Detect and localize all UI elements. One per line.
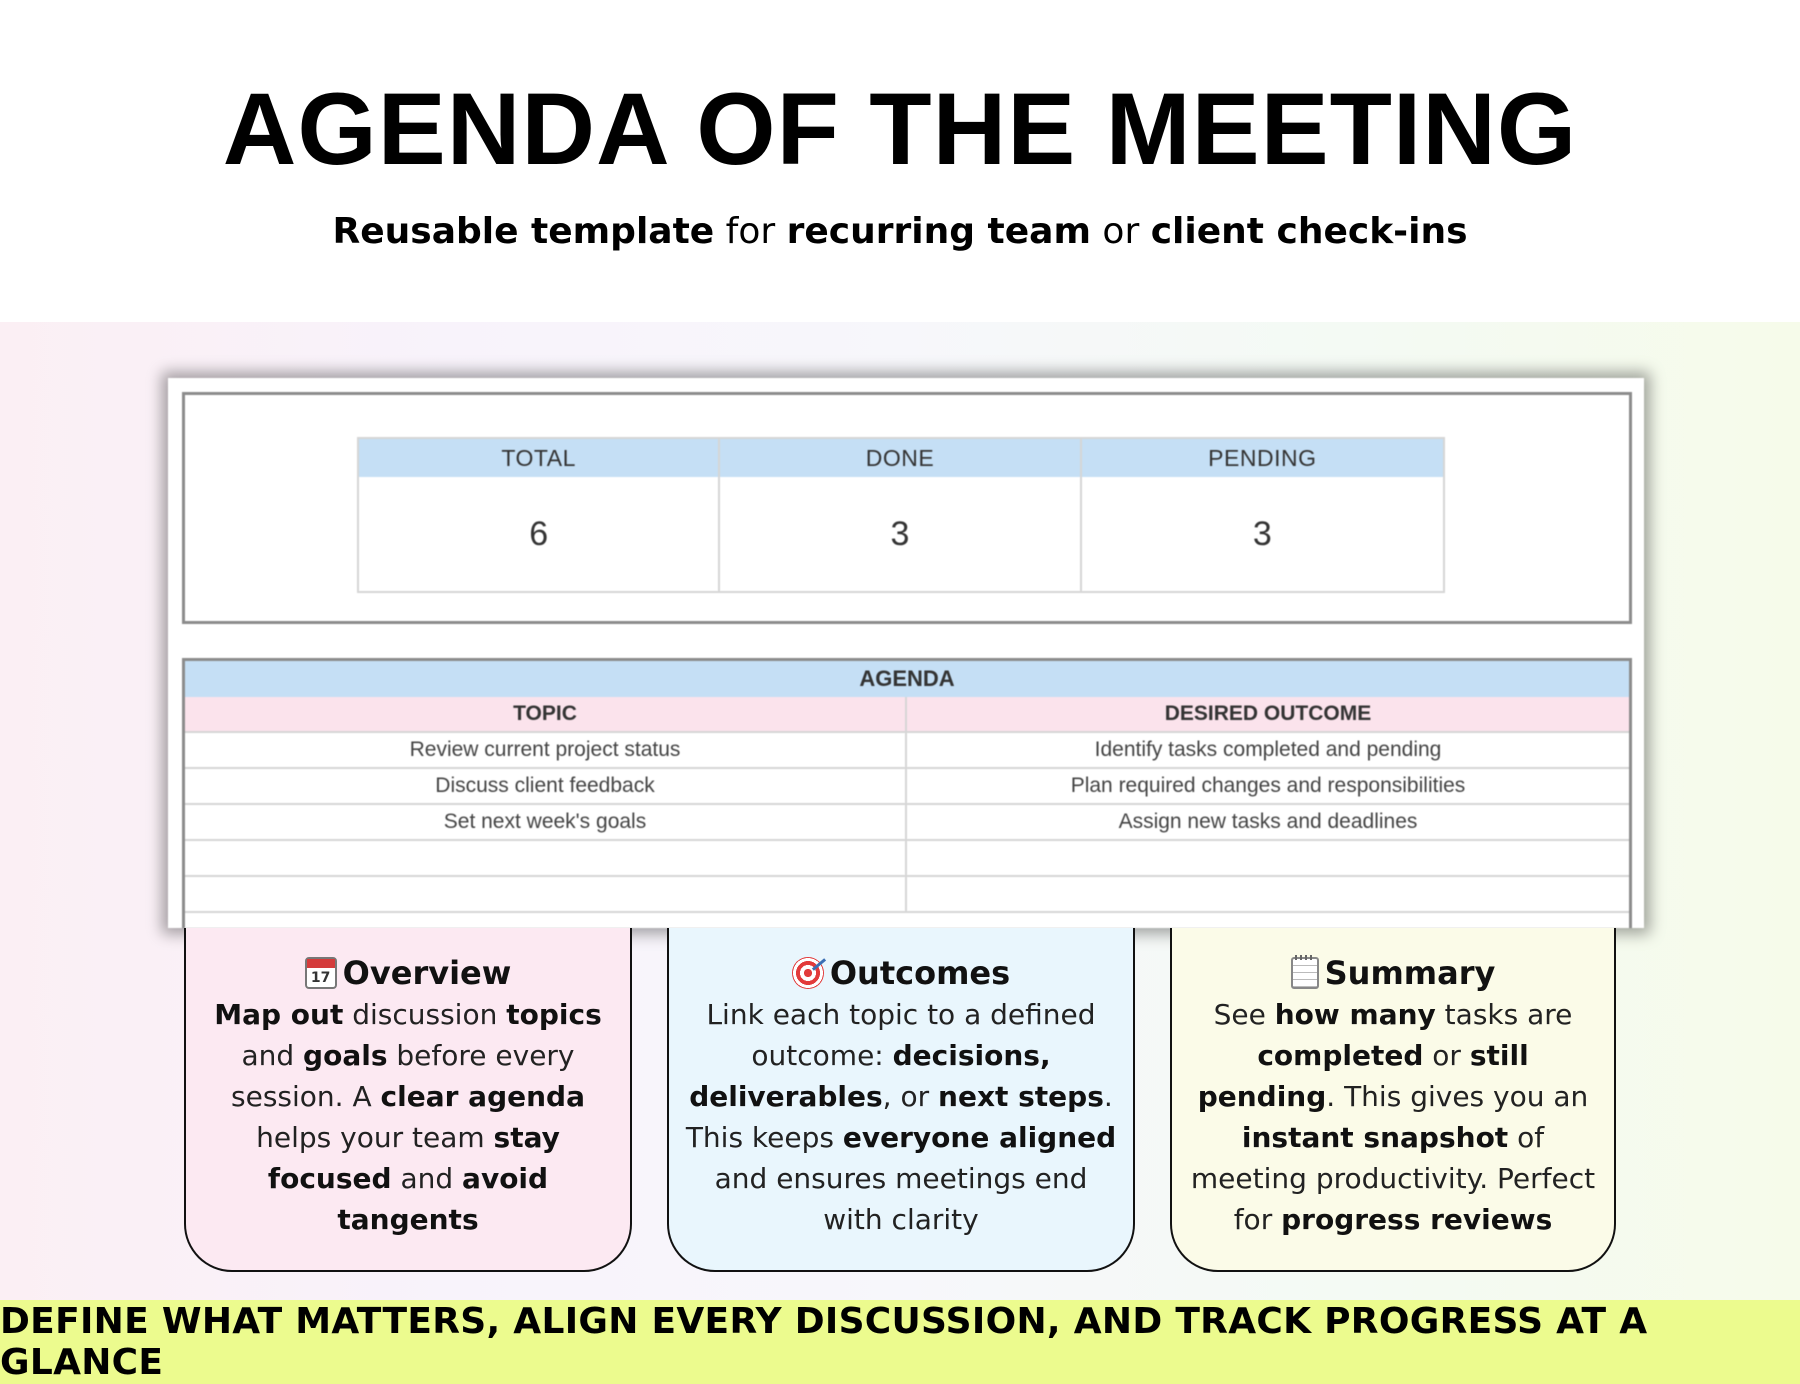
agenda-table	[182, 658, 1632, 928]
stat-done-value: 3	[890, 514, 910, 553]
topic-cell[interactable]	[185, 877, 907, 911]
topic-cell[interactable]	[185, 841, 907, 875]
summary-text-2: tasks are	[1435, 998, 1573, 1031]
outcome-cell[interactable]: Assign new tasks and deadlines	[1118, 810, 1418, 833]
stat-total-value: 6	[529, 514, 549, 553]
agenda-heading: AGENDA	[185, 661, 1629, 697]
overview-bold-2: topics	[506, 998, 602, 1031]
table-row	[185, 841, 1629, 877]
overview-bold-1: Map out	[214, 998, 344, 1031]
outcomes-card	[667, 928, 1135, 1272]
stat-done	[720, 439, 1081, 591]
table-row	[185, 805, 1629, 841]
overview-bold-5: stay focused	[267, 1121, 560, 1195]
table-row	[185, 733, 1629, 769]
summary-text-4: . This gives you an	[1326, 1080, 1589, 1113]
subtitle-bold-2: recurring team	[786, 211, 1091, 252]
table-row	[185, 769, 1629, 805]
agenda-column-headers	[185, 697, 1629, 733]
overview-text-1: discussion	[343, 998, 507, 1031]
spreadsheet-preview	[168, 378, 1644, 928]
overview-text-4: helps your team	[256, 1121, 494, 1154]
summary-bold-3: still pending	[1197, 1039, 1529, 1113]
subtitle-bold-3: client check-ins	[1150, 211, 1468, 252]
summary-bold-4: instant snapshot	[1241, 1121, 1509, 1154]
stat-total	[359, 439, 720, 591]
summary-title-text: Summary	[1324, 954, 1496, 992]
overview-text-3: before every session. A	[231, 1039, 575, 1113]
overview-title-text: Overview	[342, 954, 512, 992]
summary-bold-2: completed	[1257, 1039, 1424, 1072]
overview-text-5: and	[391, 1162, 463, 1195]
outcome-cell[interactable]: Identify tasks completed and pending	[1094, 738, 1442, 761]
topic-cell[interactable]: Set next week's goals	[185, 805, 907, 839]
overview-bold-6: avoid tangents	[337, 1162, 549, 1236]
summary-text-1: See	[1213, 998, 1275, 1031]
subtitle-text-2: or	[1090, 211, 1151, 252]
stat-pending	[1082, 439, 1443, 591]
overview-card	[184, 928, 632, 1272]
overview-bold-3: goals	[303, 1039, 388, 1072]
footer-tagline: DEFINE WHAT MATTERS, ALIGN EVERY DISCUSSION, AND TRACK PROGRESS AT A GLANCE	[0, 1301, 1648, 1383]
stat-pending-value: 3	[1252, 514, 1272, 553]
outcomes-text-4: and ensures meetings end with clarity	[714, 1162, 1088, 1236]
overview-bold-4: clear agenda	[380, 1080, 585, 1113]
subtitle-text-1: for	[714, 211, 787, 252]
target-icon	[792, 957, 824, 989]
stat-done-label: DONE	[720, 439, 1079, 477]
outcomes-bold-1: decisions, deliverables	[689, 1039, 1051, 1113]
notepad-icon	[1291, 957, 1319, 989]
overview-text-2: and	[241, 1039, 304, 1072]
stats-box	[182, 392, 1632, 624]
overview-card-title	[186, 952, 630, 994]
summary-text-3: or	[1423, 1039, 1470, 1072]
outcomes-text-1: Link each topic to a defined outcome:	[706, 998, 1096, 1072]
summary-bold-1: how many	[1274, 998, 1436, 1031]
outcome-cell[interactable]	[907, 841, 1629, 875]
column-header-outcome: DESIRED OUTCOME	[1164, 702, 1372, 725]
subtitle-bold-1: Reusable template	[332, 211, 715, 252]
table-row	[185, 877, 1629, 913]
calendar-icon-day: 17	[310, 970, 331, 986]
stat-total-label: TOTAL	[359, 439, 718, 477]
summary-card-body	[1172, 994, 1614, 1240]
page-subtitle	[0, 210, 1800, 253]
summary-card	[1170, 928, 1616, 1272]
stat-pending-label: PENDING	[1082, 439, 1443, 477]
summary-text-5: of meeting productivity. Perfect for	[1190, 1121, 1596, 1236]
outcomes-card-body	[669, 994, 1133, 1240]
stats-table	[357, 437, 1445, 593]
column-header-topic: TOPIC	[185, 697, 907, 731]
outcome-cell[interactable]: Plan required changes and responsibilities	[1070, 774, 1466, 797]
outcomes-bold-2: next steps	[938, 1080, 1104, 1113]
outcomes-text-2: , or	[882, 1080, 939, 1113]
overview-card-body	[186, 994, 630, 1240]
topic-cell[interactable]: Review current project status	[185, 733, 907, 767]
footer-banner	[0, 1300, 1800, 1384]
summary-bold-5: progress reviews	[1281, 1203, 1553, 1236]
outcomes-title-text: Outcomes	[829, 954, 1011, 992]
outcomes-bold-3: everyone aligned	[842, 1121, 1117, 1154]
outcomes-text-3: . This keeps	[685, 1080, 1113, 1154]
outcome-cell[interactable]	[907, 877, 1629, 911]
page-title: AGENDA OF THE MEETING	[222, 72, 1578, 186]
outcomes-card-title	[669, 952, 1133, 994]
calendar-icon	[305, 957, 337, 989]
topic-cell[interactable]: Discuss client feedback	[185, 769, 907, 803]
summary-card-title	[1172, 952, 1614, 994]
